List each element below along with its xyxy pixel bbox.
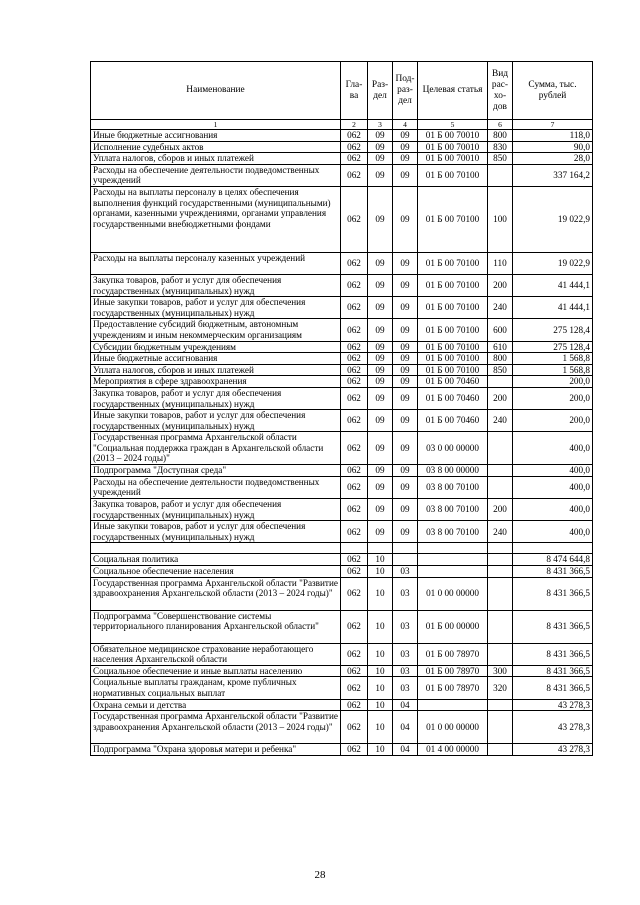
page-number: 28 bbox=[314, 869, 326, 881]
cell-sum: 19 022,9 bbox=[513, 252, 593, 274]
cell-name: Иные закупки товаров, работ и услуг для обеспечения государственных (муниципальных) нужд bbox=[91, 521, 341, 543]
cell-glava: 062 bbox=[341, 353, 368, 365]
cell-target: 01 Б 00 70100 bbox=[418, 353, 488, 365]
cell-target: 03 8 00 70100 bbox=[418, 476, 488, 498]
cell-glava: 062 bbox=[341, 387, 368, 409]
cell-vid: 830 bbox=[488, 141, 513, 153]
cell-sum: 19 022,9 bbox=[513, 186, 593, 252]
cell-target: 01 Б 00 78970 bbox=[418, 643, 488, 665]
cell-name: Уплата налогов, сборов и иных платежей bbox=[91, 364, 341, 376]
table-row bbox=[91, 744, 593, 756]
column-number: 1 bbox=[91, 120, 341, 130]
cell-razdel bbox=[368, 543, 393, 554]
cell-vid bbox=[488, 744, 513, 756]
header-name: Наименование bbox=[91, 62, 341, 120]
cell-name: Подпрограмма "Охрана здоровья матери и ребенка" bbox=[91, 744, 341, 756]
cell-razdel: 10 bbox=[368, 577, 393, 610]
cell-vid: 320 bbox=[488, 677, 513, 699]
cell-target: 01 0 00 00000 bbox=[418, 577, 488, 610]
cell-sum: 8 431 366,5 bbox=[513, 610, 593, 643]
cell-name: Закупка товаров, работ и услуг для обеспечения государственных (муниципальных) нужд bbox=[91, 499, 341, 521]
cell-name: Обязательное медицинское страхование неработающего населения Архангельской области bbox=[91, 643, 341, 665]
table-row bbox=[91, 643, 593, 665]
table-row bbox=[91, 432, 593, 465]
cell-target: 03 8 00 00000 bbox=[418, 465, 488, 477]
cell-name: Социальное обеспечение населения bbox=[91, 566, 341, 578]
cell-razdel: 09 bbox=[368, 141, 393, 153]
cell-glava: 062 bbox=[341, 410, 368, 432]
cell-podrazdel: 03 bbox=[393, 677, 418, 699]
table-body bbox=[91, 130, 593, 756]
cell-podrazdel: 09 bbox=[393, 476, 418, 498]
table-row bbox=[91, 364, 593, 376]
cell-podrazdel: 03 bbox=[393, 566, 418, 578]
cell-razdel: 10 bbox=[368, 665, 393, 677]
cell-target: 01 Б 00 78970 bbox=[418, 665, 488, 677]
table-row bbox=[91, 387, 593, 409]
cell-name: Закупка товаров, работ и услуг для обеспечения государственных (муниципальных) нужд bbox=[91, 274, 341, 296]
cell-vid: 800 bbox=[488, 353, 513, 365]
cell-podrazdel: 03 bbox=[393, 643, 418, 665]
column-number: 2 bbox=[341, 120, 368, 130]
cell-glava: 062 bbox=[341, 699, 368, 711]
cell-razdel: 10 bbox=[368, 699, 393, 711]
cell-razdel: 09 bbox=[368, 499, 393, 521]
cell-sum: 118,0 bbox=[513, 130, 593, 142]
cell-target: 01 Б 00 70460 bbox=[418, 387, 488, 409]
column-number: 3 bbox=[368, 120, 393, 130]
cell-podrazdel: 09 bbox=[393, 376, 418, 388]
cell-podrazdel: 09 bbox=[393, 141, 418, 153]
cell-vid bbox=[488, 465, 513, 477]
cell-podrazdel: 09 bbox=[393, 274, 418, 296]
cell-name: Иные бюджетные ассигнования bbox=[91, 130, 341, 142]
cell-glava: 062 bbox=[341, 554, 368, 566]
header-razdel: Раз-дел bbox=[368, 62, 393, 120]
cell-glava: 062 bbox=[341, 319, 368, 341]
cell-vid bbox=[488, 711, 513, 744]
cell-sum: 8 431 366,5 bbox=[513, 665, 593, 677]
cell-podrazdel: 04 bbox=[393, 744, 418, 756]
cell-name: Социальная политика bbox=[91, 554, 341, 566]
cell-name: Предоставление субсидий бюджетным, автономным учреждениям и иным некоммерческим организациям bbox=[91, 319, 341, 341]
cell-target: 01 Б 00 70460 bbox=[418, 376, 488, 388]
cell-sum: 337 164,2 bbox=[513, 164, 593, 186]
cell-razdel: 10 bbox=[368, 610, 393, 643]
cell-vid: 300 bbox=[488, 665, 513, 677]
cell-vid: 100 bbox=[488, 186, 513, 252]
cell-podrazdel: 09 bbox=[393, 387, 418, 409]
cell-sum: 200,0 bbox=[513, 410, 593, 432]
cell-target: 01 Б 00 70100 bbox=[418, 364, 488, 376]
cell-podrazdel bbox=[393, 554, 418, 566]
cell-razdel: 09 bbox=[368, 186, 393, 252]
cell-sum: 8 431 366,5 bbox=[513, 566, 593, 578]
cell-sum: 90,0 bbox=[513, 141, 593, 153]
cell-name: Иные закупки товаров, работ и услуг для обеспечения государственных (муниципальных) нужд bbox=[91, 410, 341, 432]
cell-sum: 400,0 bbox=[513, 499, 593, 521]
table-row bbox=[91, 521, 593, 543]
cell-target: 01 Б 00 70100 bbox=[418, 274, 488, 296]
header-glava: Гла-ва bbox=[341, 62, 368, 120]
cell-name: Государственная программа Архангельской области "Развитие здравоохранения Архангельской области (2013 – 2024 годы)" bbox=[91, 577, 341, 610]
table-row bbox=[91, 665, 593, 677]
header-target: Целевая статья bbox=[418, 62, 488, 120]
cell-razdel: 10 bbox=[368, 711, 393, 744]
cell-sum: 43 278,3 bbox=[513, 744, 593, 756]
cell-podrazdel: 09 bbox=[393, 164, 418, 186]
cell-podrazdel: 09 bbox=[393, 297, 418, 319]
cell-glava: 062 bbox=[341, 643, 368, 665]
cell-name: Расходы на обеспечение деятельности подведомственных учреждений bbox=[91, 164, 341, 186]
cell-sum: 8 431 366,5 bbox=[513, 677, 593, 699]
cell-name: Расходы на выплаты персоналу в целях обеспечения выполнения функций государственными (муниципальными) органами, казенными учреждениями, органами управления государственными внебюджетными фондами bbox=[91, 186, 341, 252]
table-row bbox=[91, 341, 593, 353]
cell-glava: 062 bbox=[341, 130, 368, 142]
cell-razdel: 09 bbox=[368, 376, 393, 388]
cell-target: 01 Б 00 70100 bbox=[418, 164, 488, 186]
cell-podrazdel: 09 bbox=[393, 130, 418, 142]
table-row bbox=[91, 465, 593, 477]
table-row bbox=[91, 164, 593, 186]
cell-target: 01 Б 00 00000 bbox=[418, 610, 488, 643]
cell-glava: 062 bbox=[341, 164, 368, 186]
cell-podrazdel: 04 bbox=[393, 711, 418, 744]
table-row bbox=[91, 699, 593, 711]
cell-target: 01 Б 00 70100 bbox=[418, 297, 488, 319]
cell-sum: 8 431 366,5 bbox=[513, 577, 593, 610]
table-row bbox=[91, 566, 593, 578]
cell-name: Иные бюджетные ассигнования bbox=[91, 353, 341, 365]
cell-glava: 062 bbox=[341, 297, 368, 319]
cell-vid bbox=[488, 543, 513, 554]
table-row bbox=[91, 376, 593, 388]
cell-target: 01 Б 00 70010 bbox=[418, 153, 488, 165]
cell-sum: 1 568,8 bbox=[513, 364, 593, 376]
cell-vid: 850 bbox=[488, 364, 513, 376]
cell-target: 01 Б 00 70100 bbox=[418, 319, 488, 341]
cell-name: Подпрограмма "Совершенствование системы территориального планирования Архангельской области" bbox=[91, 610, 341, 643]
cell-podrazdel: 09 bbox=[393, 341, 418, 353]
cell-razdel: 09 bbox=[368, 341, 393, 353]
cell-podrazdel: 09 bbox=[393, 410, 418, 432]
cell-target bbox=[418, 543, 488, 554]
cell-name: Исполнение судебных актов bbox=[91, 141, 341, 153]
cell-vid bbox=[488, 432, 513, 465]
cell-vid bbox=[488, 610, 513, 643]
cell-vid: 240 bbox=[488, 297, 513, 319]
cell-glava: 062 bbox=[341, 153, 368, 165]
column-number: 4 bbox=[393, 120, 418, 130]
cell-sum: 275 128,4 bbox=[513, 319, 593, 341]
column-number-row bbox=[91, 120, 593, 130]
cell-glava: 062 bbox=[341, 141, 368, 153]
cell-name: Уплата налогов, сборов и иных платежей bbox=[91, 153, 341, 165]
cell-vid: 850 bbox=[488, 153, 513, 165]
cell-sum: 200,0 bbox=[513, 376, 593, 388]
table-row bbox=[91, 353, 593, 365]
cell-glava: 062 bbox=[341, 274, 368, 296]
cell-sum: 200,0 bbox=[513, 387, 593, 409]
cell-razdel: 09 bbox=[368, 521, 393, 543]
table-row bbox=[91, 554, 593, 566]
cell-podrazdel: 09 bbox=[393, 252, 418, 274]
cell-glava: 062 bbox=[341, 566, 368, 578]
cell-sum: 43 278,3 bbox=[513, 711, 593, 744]
cell-razdel: 09 bbox=[368, 319, 393, 341]
cell-podrazdel: 04 bbox=[393, 699, 418, 711]
table-row bbox=[91, 252, 593, 274]
cell-sum: 400,0 bbox=[513, 465, 593, 477]
column-number: 6 bbox=[488, 120, 513, 130]
header-row bbox=[91, 62, 593, 120]
cell-razdel: 09 bbox=[368, 274, 393, 296]
cell-sum: 8 474 644,8 bbox=[513, 554, 593, 566]
table-row bbox=[91, 410, 593, 432]
cell-podrazdel: 03 bbox=[393, 610, 418, 643]
cell-name: Мероприятия в сфере здравоохранения bbox=[91, 376, 341, 388]
cell-sum: 41 444,1 bbox=[513, 297, 593, 319]
cell-name: Социальное обеспечение и иные выплаты населению bbox=[91, 665, 341, 677]
cell-name: Закупка товаров, работ и услуг для обеспечения государственных (муниципальных) нужд bbox=[91, 387, 341, 409]
cell-podrazdel: 09 bbox=[393, 465, 418, 477]
cell-target: 01 Б 00 70100 bbox=[418, 341, 488, 353]
cell-name: Субсидии бюджетным учреждениям bbox=[91, 341, 341, 353]
cell-vid bbox=[488, 566, 513, 578]
cell-target: 01 Б 00 70460 bbox=[418, 410, 488, 432]
cell-vid: 240 bbox=[488, 521, 513, 543]
cell-razdel: 10 bbox=[368, 677, 393, 699]
header-sum: Сумма, тыс. рублей bbox=[513, 62, 593, 120]
cell-glava: 062 bbox=[341, 364, 368, 376]
cell-name: Социальные выплаты гражданам, кроме публичных нормативных социальных выплат bbox=[91, 677, 341, 699]
cell-podrazdel: 09 bbox=[393, 521, 418, 543]
cell-podrazdel: 03 bbox=[393, 577, 418, 610]
cell-podrazdel: 09 bbox=[393, 364, 418, 376]
table-row bbox=[91, 610, 593, 643]
table-row bbox=[91, 711, 593, 744]
column-number: 5 bbox=[418, 120, 488, 130]
cell-vid: 200 bbox=[488, 499, 513, 521]
cell-sum: 28,0 bbox=[513, 153, 593, 165]
cell-vid: 600 bbox=[488, 319, 513, 341]
table-row bbox=[91, 186, 593, 252]
cell-vid bbox=[488, 554, 513, 566]
cell-glava: 062 bbox=[341, 476, 368, 498]
table-row bbox=[91, 499, 593, 521]
cell-name: Расходы на выплаты персоналу казенных учреждений bbox=[91, 252, 341, 274]
cell-name: Охрана семьи и детства bbox=[91, 699, 341, 711]
cell-razdel: 09 bbox=[368, 476, 393, 498]
cell-vid bbox=[488, 164, 513, 186]
cell-target: 03 8 00 70100 bbox=[418, 521, 488, 543]
cell-target: 03 8 00 70100 bbox=[418, 499, 488, 521]
cell-vid bbox=[488, 643, 513, 665]
table-row bbox=[91, 543, 593, 554]
cell-glava: 062 bbox=[341, 711, 368, 744]
table-row bbox=[91, 319, 593, 341]
cell-glava: 062 bbox=[341, 577, 368, 610]
cell-sum: 400,0 bbox=[513, 476, 593, 498]
table-row bbox=[91, 153, 593, 165]
cell-target: 01 Б 00 70100 bbox=[418, 252, 488, 274]
cell-vid bbox=[488, 376, 513, 388]
cell-sum: 275 128,4 bbox=[513, 341, 593, 353]
cell-podrazdel: 09 bbox=[393, 319, 418, 341]
cell-glava: 062 bbox=[341, 499, 368, 521]
cell-razdel: 10 bbox=[368, 554, 393, 566]
table-row bbox=[91, 297, 593, 319]
table-row bbox=[91, 141, 593, 153]
cell-target bbox=[418, 554, 488, 566]
cell-glava: 062 bbox=[341, 432, 368, 465]
cell-razdel: 09 bbox=[368, 252, 393, 274]
cell-sum: 8 431 366,5 bbox=[513, 643, 593, 665]
cell-sum: 41 444,1 bbox=[513, 274, 593, 296]
cell-razdel: 09 bbox=[368, 432, 393, 465]
cell-podrazdel: 09 bbox=[393, 499, 418, 521]
cell-podrazdel bbox=[393, 543, 418, 554]
cell-vid: 200 bbox=[488, 274, 513, 296]
cell-razdel: 09 bbox=[368, 153, 393, 165]
cell-razdel: 09 bbox=[368, 364, 393, 376]
cell-sum: 1 568,8 bbox=[513, 353, 593, 365]
cell-name: Расходы на обеспечение деятельности подведомственных учреждений bbox=[91, 476, 341, 498]
cell-glava: 062 bbox=[341, 465, 368, 477]
cell-glava: 062 bbox=[341, 665, 368, 677]
cell-razdel: 10 bbox=[368, 744, 393, 756]
cell-name: Государственная программа Архангельской области "Социальная поддержка граждан в Архангельской области (2013 – 2024 годы)" bbox=[91, 432, 341, 465]
cell-podrazdel: 09 bbox=[393, 432, 418, 465]
cell-glava: 062 bbox=[341, 341, 368, 353]
table-row bbox=[91, 677, 593, 699]
table-row bbox=[91, 130, 593, 142]
budget-table-container bbox=[90, 61, 592, 756]
cell-target bbox=[418, 699, 488, 711]
cell-target: 03 0 00 00000 bbox=[418, 432, 488, 465]
cell-target: 01 0 00 00000 bbox=[418, 711, 488, 744]
cell-vid: 610 bbox=[488, 341, 513, 353]
table-row bbox=[91, 274, 593, 296]
cell-name: Иные закупки товаров, работ и услуг для обеспечения государственных (муниципальных) нужд bbox=[91, 297, 341, 319]
cell-podrazdel: 09 bbox=[393, 186, 418, 252]
cell-glava: 062 bbox=[341, 610, 368, 643]
cell-razdel: 10 bbox=[368, 643, 393, 665]
cell-razdel: 09 bbox=[368, 130, 393, 142]
cell-vid: 240 bbox=[488, 410, 513, 432]
cell-podrazdel: 09 bbox=[393, 153, 418, 165]
column-number: 7 bbox=[513, 120, 593, 130]
cell-sum: 400,0 bbox=[513, 432, 593, 465]
cell-glava: 062 bbox=[341, 186, 368, 252]
cell-vid bbox=[488, 476, 513, 498]
header-podrazdel: Под-раз-дел bbox=[393, 62, 418, 120]
cell-glava: 062 bbox=[341, 677, 368, 699]
cell-razdel: 09 bbox=[368, 410, 393, 432]
header-vid: Вид рас-хо-дов bbox=[488, 62, 513, 120]
cell-razdel: 09 bbox=[368, 297, 393, 319]
budget-table bbox=[90, 61, 593, 756]
cell-razdel: 09 bbox=[368, 387, 393, 409]
cell-glava bbox=[341, 543, 368, 554]
cell-vid bbox=[488, 577, 513, 610]
cell-name bbox=[91, 543, 341, 554]
cell-podrazdel: 09 bbox=[393, 353, 418, 365]
cell-sum: 43 278,3 bbox=[513, 699, 593, 711]
cell-sum bbox=[513, 543, 593, 554]
cell-glava: 062 bbox=[341, 521, 368, 543]
cell-razdel: 10 bbox=[368, 566, 393, 578]
cell-target bbox=[418, 566, 488, 578]
cell-razdel: 09 bbox=[368, 465, 393, 477]
cell-vid: 800 bbox=[488, 130, 513, 142]
cell-target: 01 Б 00 70010 bbox=[418, 141, 488, 153]
cell-name: Подпрограмма "Доступная среда" bbox=[91, 465, 341, 477]
cell-sum: 400,0 bbox=[513, 521, 593, 543]
cell-razdel: 09 bbox=[368, 353, 393, 365]
cell-podrazdel: 03 bbox=[393, 665, 418, 677]
cell-vid: 110 bbox=[488, 252, 513, 274]
cell-glava: 062 bbox=[341, 252, 368, 274]
cell-glava: 062 bbox=[341, 376, 368, 388]
cell-vid: 200 bbox=[488, 387, 513, 409]
cell-target: 01 Б 00 70010 bbox=[418, 130, 488, 142]
cell-razdel: 09 bbox=[368, 164, 393, 186]
cell-target: 01 Б 00 78970 bbox=[418, 677, 488, 699]
table-row bbox=[91, 476, 593, 498]
cell-target: 01 Б 00 70100 bbox=[418, 186, 488, 252]
cell-vid bbox=[488, 699, 513, 711]
cell-glava: 062 bbox=[341, 744, 368, 756]
cell-target: 01 4 00 00000 bbox=[418, 744, 488, 756]
table-row bbox=[91, 577, 593, 610]
cell-name: Государственная программа Архангельской области "Развитие здравоохранения Архангельской области (2013 – 2024 годы)" bbox=[91, 711, 341, 744]
